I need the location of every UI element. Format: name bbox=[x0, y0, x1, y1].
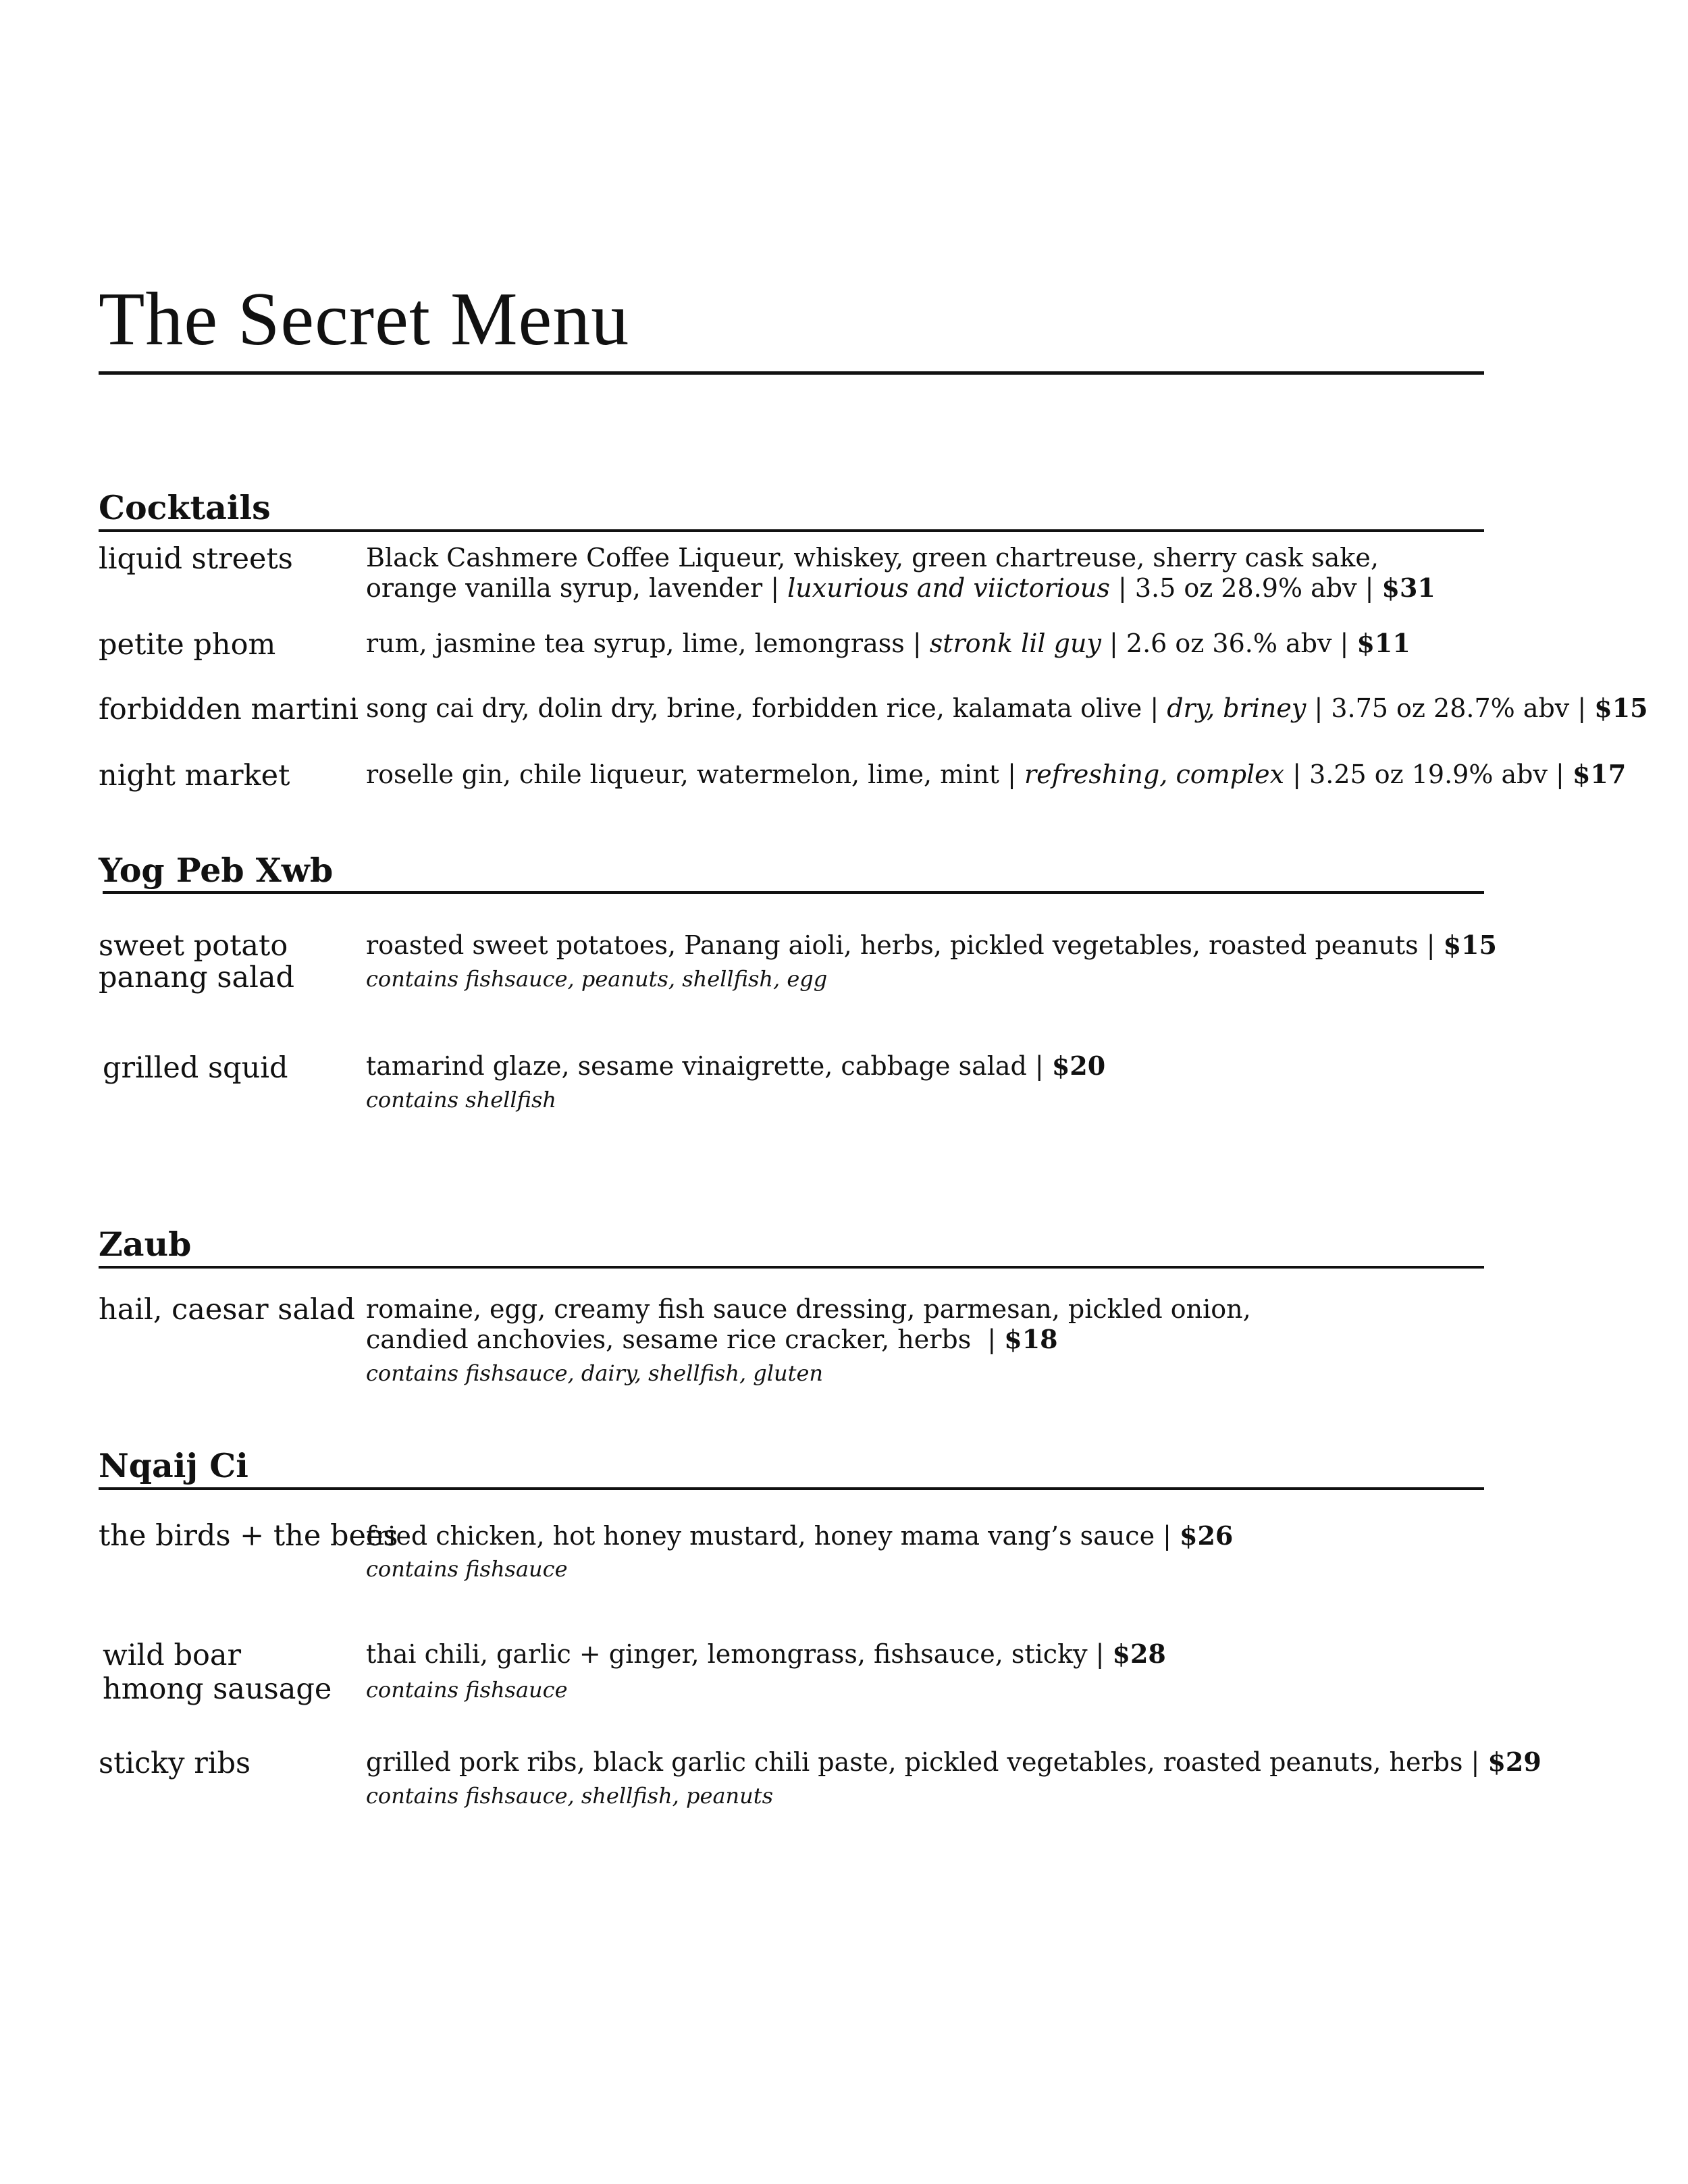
item-price: $15 bbox=[1594, 693, 1648, 723]
page-title: The Secret Menu bbox=[99, 277, 630, 361]
item-price: $11 bbox=[1356, 628, 1410, 658]
item-name-sweet-potato-line1: sweet potato bbox=[99, 929, 288, 963]
section-divider-nqaij-ci bbox=[99, 1487, 1484, 1490]
item-price: $26 bbox=[1180, 1520, 1234, 1551]
item-spec: | 3.75 oz 28.7% abv | bbox=[1314, 693, 1587, 723]
item-name-sweet-potato-line2: panang salad bbox=[99, 961, 294, 994]
item-tasting-note: dry, briney bbox=[1167, 693, 1307, 723]
item-name-sticky-ribs: sticky ribs bbox=[99, 1747, 251, 1780]
item-tasting-note: luxurious and viictorious bbox=[787, 573, 1110, 603]
item-allergens-birds-and-bees: contains fishsauce bbox=[366, 1556, 568, 1582]
item-allergens-wild-boar: contains fishsauce bbox=[366, 1677, 568, 1703]
item-name-liquid-streets: liquid streets bbox=[99, 542, 293, 576]
item-spec: | 3.5 oz 28.9% abv | bbox=[1117, 573, 1374, 603]
item-desc-liquid-streets-line2 bbox=[366, 572, 1435, 604]
section-heading-nqaij-ci: Nqaij Ci bbox=[99, 1446, 248, 1485]
item-ingredients: thai chili, garlic + ginger, lemongrass, fishsauce, sticky | bbox=[366, 1639, 1105, 1669]
item-desc-petite-phom bbox=[366, 628, 1410, 659]
item-spec: | 3.25 oz 19.9% abv | bbox=[1292, 760, 1564, 789]
item-tasting-note: stronk lil guy bbox=[929, 629, 1101, 658]
item-price: $20 bbox=[1051, 1050, 1106, 1081]
item-name-wild-boar-line2: hmong sausage bbox=[103, 1672, 332, 1706]
section-divider-zaub bbox=[99, 1266, 1484, 1269]
item-name-grilled-squid: grilled squid bbox=[103, 1051, 288, 1085]
item-allergens-grilled-squid: contains shellfish bbox=[366, 1087, 556, 1113]
item-desc-wild-boar bbox=[366, 1639, 1166, 1670]
item-name-birds-and-bees: the birds + the bees bbox=[99, 1519, 398, 1553]
item-desc-birds-and-bees bbox=[366, 1520, 1233, 1551]
item-ingredients: tamarind glaze, sesame vinaigrette, cabbage salad | bbox=[366, 1051, 1044, 1081]
section-heading-yog-peb-xwb: Yog Peb Xwb bbox=[99, 851, 334, 890]
item-desc-grilled-squid bbox=[366, 1050, 1105, 1082]
item-ingredients: orange vanilla syrup, lavender | bbox=[366, 573, 780, 603]
item-price: $28 bbox=[1112, 1639, 1166, 1669]
item-allergens-sticky-ribs: contains fishsauce, shellfish, peanuts bbox=[366, 1783, 774, 1809]
item-desc-forbidden-martini bbox=[366, 693, 1648, 724]
item-price: $17 bbox=[1572, 759, 1627, 789]
item-desc-caesar-salad-line1: romaine, egg, creamy fish sauce dressing, parmesan, pickled onion, bbox=[366, 1294, 1251, 1324]
section-heading-cocktails: Cocktails bbox=[99, 488, 271, 527]
item-desc-liquid-streets-line1: Black Cashmere Coffee Liqueur, whiskey, green chartreuse, sherry cask sake, bbox=[366, 543, 1379, 572]
item-desc-sticky-ribs bbox=[366, 1747, 1541, 1778]
item-ingredients: roasted sweet potatoes, Panang aioli, herbs, pickled vegetables, roasted peanuts | bbox=[366, 930, 1435, 960]
item-name-wild-boar-line1: wild boar bbox=[103, 1639, 242, 1672]
item-allergens-caesar-salad: contains fishsauce, dairy, shellfish, gluten bbox=[366, 1360, 824, 1386]
item-desc-sweet-potato bbox=[366, 930, 1497, 961]
item-ingredients: candied anchovies, sesame rice cracker, herbs | bbox=[366, 1325, 997, 1354]
item-desc-night-market bbox=[366, 759, 1626, 790]
item-name-night-market: night market bbox=[99, 759, 290, 793]
title-divider bbox=[99, 371, 1484, 375]
item-name-caesar-salad: hail, caesar salad bbox=[99, 1293, 355, 1327]
item-ingredients: song cai dry, dolin dry, brine, forbidden rice, kalamata olive | bbox=[366, 693, 1159, 723]
section-divider-cocktails bbox=[99, 529, 1484, 532]
item-ingredients: fried chicken, hot honey mustard, honey mama vang’s sauce | bbox=[366, 1521, 1171, 1551]
item-name-petite-phom: petite phom bbox=[99, 628, 276, 662]
item-name-forbidden-martini: forbidden martini bbox=[99, 693, 359, 726]
item-spec: | 2.6 oz 36.% abv | bbox=[1109, 629, 1349, 658]
item-price: $31 bbox=[1381, 572, 1435, 603]
item-price: $15 bbox=[1443, 930, 1497, 960]
item-allergens-sweet-potato: contains fishsauce, peanuts, shellfish, egg bbox=[366, 966, 828, 992]
item-price: $18 bbox=[1004, 1324, 1058, 1354]
item-tasting-note: refreshing, complex bbox=[1024, 760, 1285, 789]
item-desc-caesar-salad-line2 bbox=[366, 1324, 1058, 1355]
section-heading-zaub: Zaub bbox=[99, 1225, 192, 1264]
item-price: $29 bbox=[1487, 1747, 1541, 1777]
item-ingredients: grilled pork ribs, black garlic chili paste, pickled vegetables, roasted peanuts, herbs | bbox=[366, 1747, 1480, 1777]
section-divider-yog-peb-xwb bbox=[103, 891, 1484, 894]
item-ingredients: roselle gin, chile liqueur, watermelon, lime, mint | bbox=[366, 760, 1016, 789]
item-ingredients: rum, jasmine tea syrup, lime, lemongrass | bbox=[366, 629, 922, 658]
